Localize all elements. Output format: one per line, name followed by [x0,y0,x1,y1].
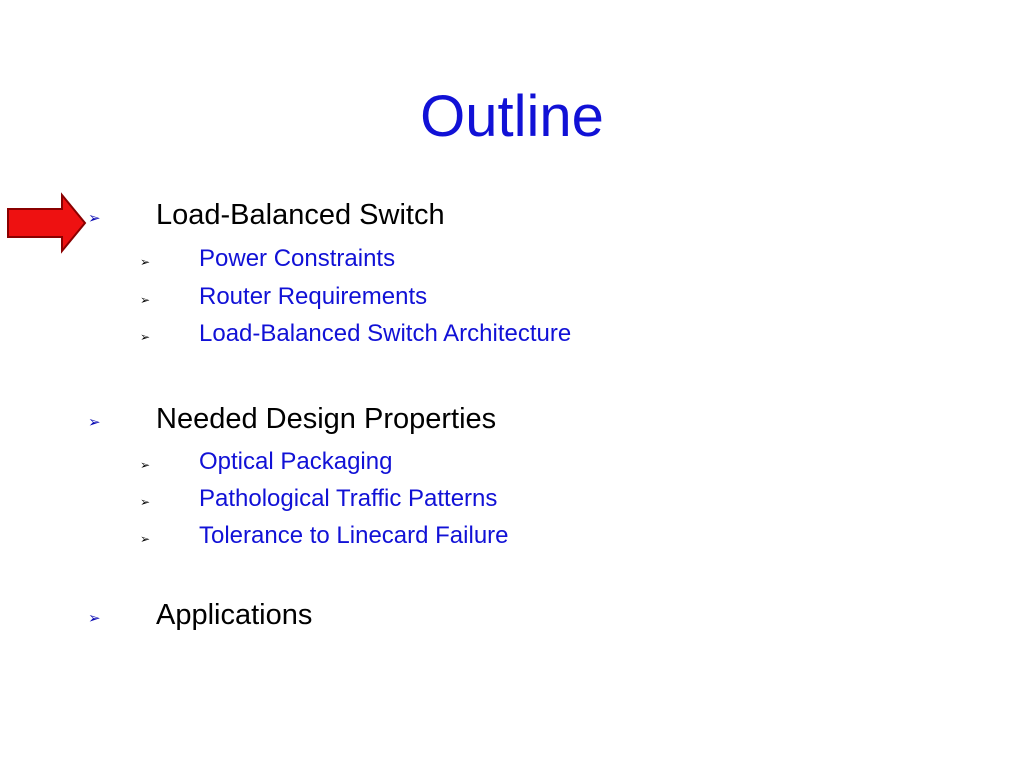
outline-section-needed-design-properties [0,403,1024,443]
arrow-bullet-icon: ➢ [140,330,151,344]
arrow-bullet-icon: ➢ [88,609,101,627]
sub-item-label: Load-Balanced Switch Architecture [199,320,572,347]
arrow-bullet-icon: ➢ [140,495,151,509]
outline-sub-item [0,320,1024,352]
arrow-bullet-icon: ➢ [88,413,101,431]
arrow-bullet-icon: ➢ [140,458,151,472]
outline-sub-item [0,485,1024,517]
sub-item-label: Pathological Traffic Patterns [199,485,498,512]
arrow-bullet-icon: ➢ [88,209,101,227]
slide-title: Outline [420,84,604,149]
section-label: Needed Design Properties [156,403,497,435]
outline-section-load-balanced-switch [0,199,1024,239]
outline-sub-item [0,245,1024,277]
arrow-bullet-icon: ➢ [140,293,151,307]
sub-item-label: Power Constraints [199,245,396,272]
outline-sub-item [0,522,1024,554]
sub-item-label: Optical Packaging [199,448,393,475]
sub-item-label: Tolerance to Linecard Failure [199,522,509,549]
section-label: Load-Balanced Switch [156,199,445,231]
arrow-bullet-icon: ➢ [140,255,151,269]
sub-item-label: Router Requirements [199,283,428,310]
section-label: Applications [156,599,313,631]
outline-sub-item [0,283,1024,315]
outline-section-applications [0,599,1024,639]
arrow-bullet-icon: ➢ [140,532,151,546]
outline-sub-item [0,448,1024,480]
